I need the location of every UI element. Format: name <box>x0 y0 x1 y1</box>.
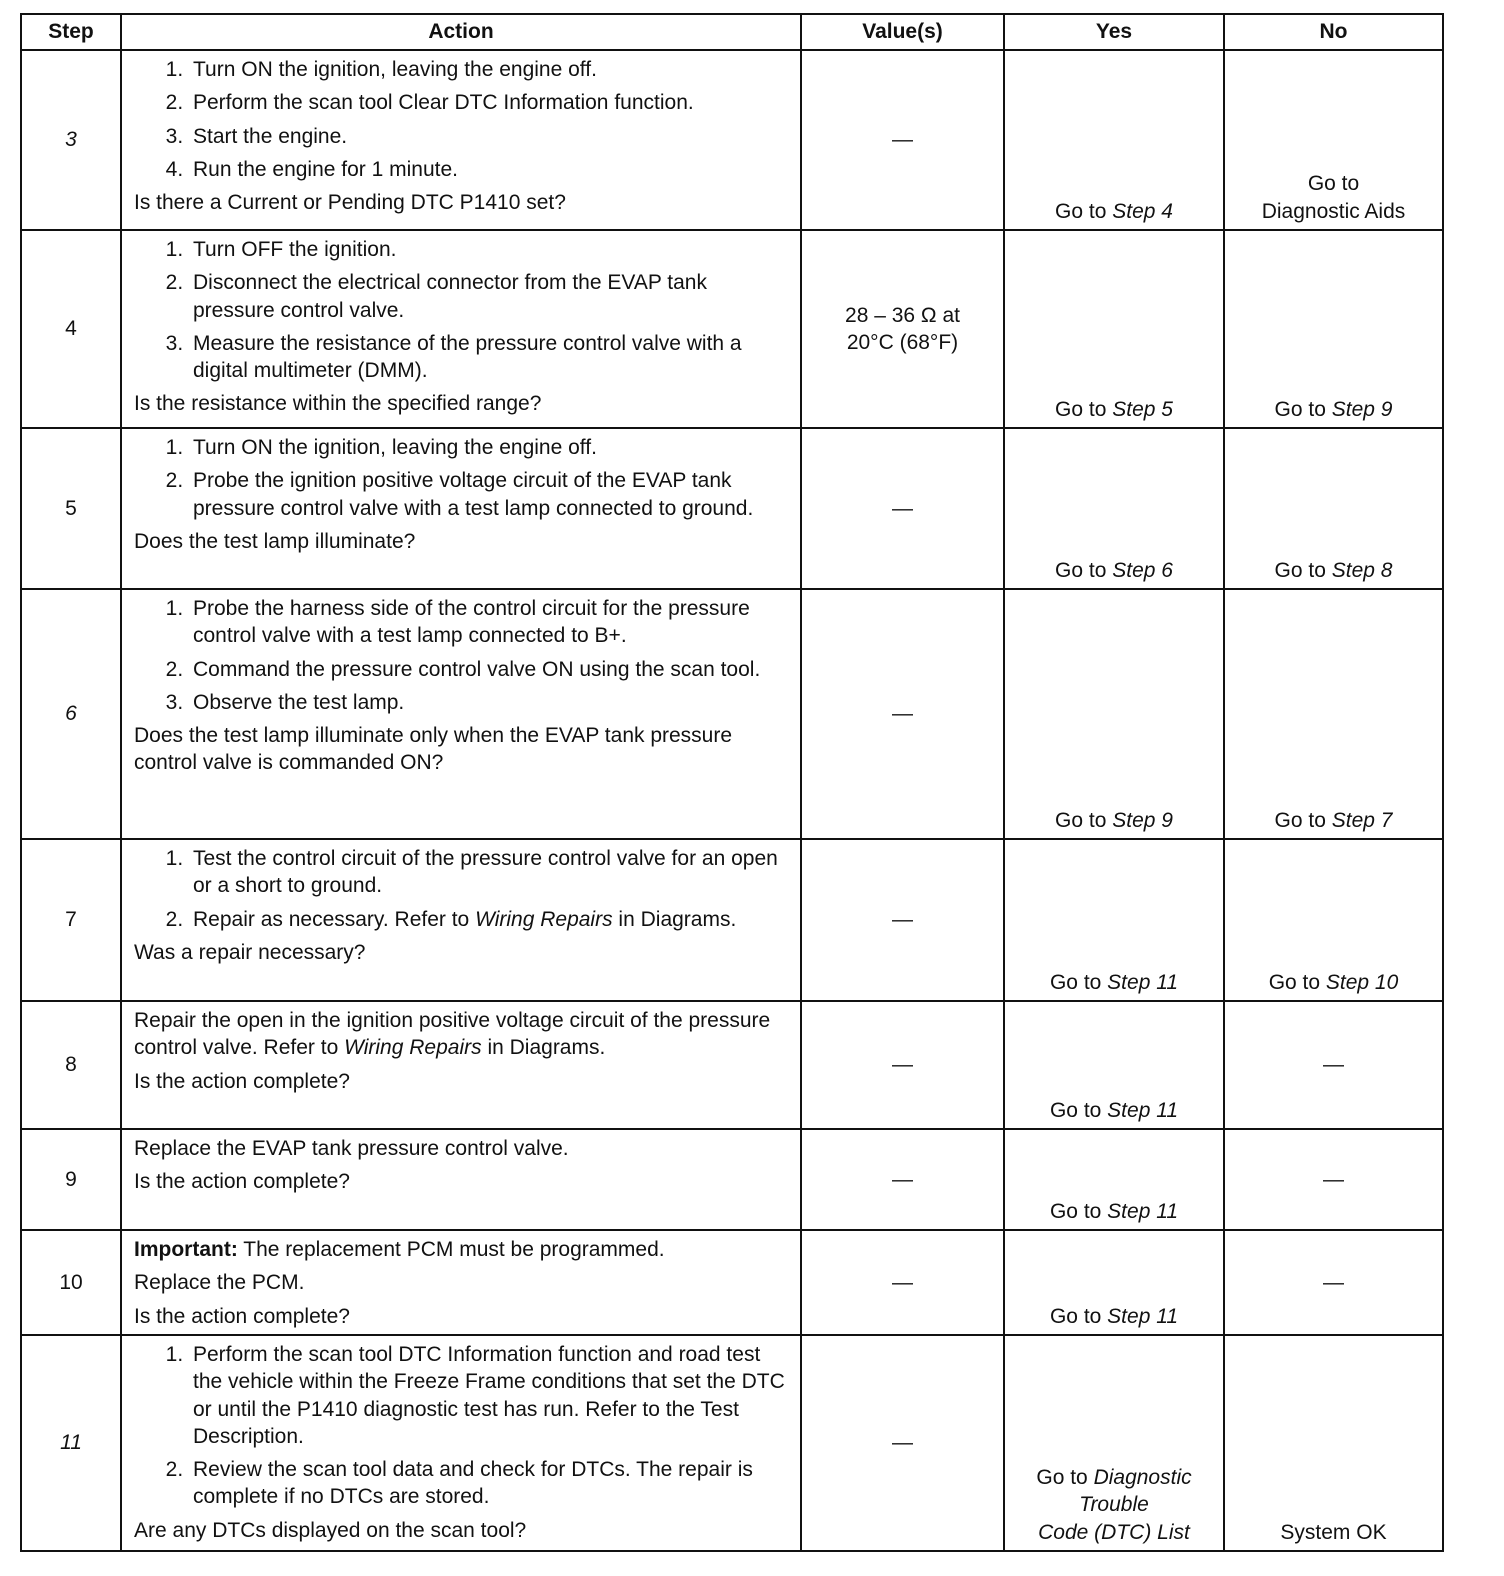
table-row <box>21 839 1443 1001</box>
table-row <box>21 1001 1443 1129</box>
action-cell <box>121 230 801 428</box>
action-item <box>189 906 790 933</box>
header-no: No <box>1224 14 1443 50</box>
step-number: 8 <box>21 1001 121 1129</box>
table-row <box>21 50 1443 230</box>
table-row <box>21 1129 1443 1230</box>
yes-step-link[interactable]: Step 5 <box>1112 397 1173 421</box>
no-prefix: Go to <box>1274 808 1332 832</box>
action-item: 1. Turn ON the ignition, leaving the engine off. <box>189 56 790 83</box>
table-row <box>21 1335 1443 1551</box>
yes-step-link[interactable]: Step 4 <box>1112 199 1173 223</box>
action-item: 1. Perform the scan tool DTC Information function and road test the vehicle within the Freeze Frame conditions that set the DTC or until the P1410 diagnostic test has run. Refer to the Test Description. <box>189 1341 790 1450</box>
no-cell <box>1224 428 1443 589</box>
diagnostic-table <box>20 13 1444 1552</box>
yes-cell <box>1004 839 1224 1001</box>
action-item: 3. Measure the resistance of the pressure control valve with a digital multimeter (DMM). <box>189 330 790 385</box>
important-note <box>134 1236 790 1263</box>
yes-cell <box>1004 428 1224 589</box>
header-value: Value(s) <box>801 14 1004 50</box>
yes-prefix: Go to <box>1036 1466 1094 1490</box>
no-prefix: Go to <box>1268 970 1326 994</box>
action-item: 1. Test the control circuit of the pressure control valve for an open or a short to ground. <box>189 845 790 900</box>
dtc-list-link[interactable]: Diagnostic <box>1093 1466 1192 1490</box>
value-cell: — <box>801 589 1004 839</box>
step-number: 6 <box>21 589 121 839</box>
important-text: The replacement PCM must be programmed. <box>237 1238 665 1261</box>
action-cell <box>121 428 801 589</box>
value-line-2: 20°C (68°F) <box>846 331 959 354</box>
step-number: 9 <box>21 1129 121 1230</box>
yes-step-link[interactable]: Step 9 <box>1112 808 1173 832</box>
wiring-repairs-link[interactable]: Wiring Repairs <box>475 907 613 931</box>
no-diagnostic-aids-link[interactable]: Diagnostic Aids <box>1261 199 1406 223</box>
header-action: Action <box>121 14 801 50</box>
action-question: Is the action complete? <box>134 1170 350 1194</box>
yes-cell <box>1004 1129 1224 1230</box>
action-question: Are any DTCs displayed on the scan tool? <box>134 1518 527 1542</box>
action-cell <box>121 589 801 839</box>
action-item: 2. Perform the scan tool Clear DTC Information function. <box>189 89 790 116</box>
no-step-link[interactable]: Step 8 <box>1331 558 1393 582</box>
value-cell: — <box>801 1129 1004 1230</box>
yes-step-link[interactable]: Step 6 <box>1112 558 1173 582</box>
action-item: 3. Observe the test lamp. <box>189 689 790 716</box>
value-cell: — <box>801 50 1004 230</box>
value-cell: — <box>801 1230 1004 1335</box>
value-line-1: 28 – 36 Ω at <box>845 303 960 327</box>
yes-step-link[interactable]: Step 11 <box>1107 1304 1179 1328</box>
action-cell <box>121 50 801 230</box>
important-label: Important: <box>134 1238 238 1261</box>
step-number: 3 <box>21 50 121 230</box>
yes-step-link[interactable]: Step 11 <box>1107 970 1179 994</box>
no-step-link[interactable]: Step 7 <box>1331 808 1393 832</box>
action-item: 4. Run the engine for 1 minute. <box>189 156 790 183</box>
action-question: Was a repair necessary? <box>134 940 366 964</box>
no-step-link[interactable]: Step 10 <box>1325 970 1399 994</box>
action-question: Is the action complete? <box>134 1304 350 1328</box>
table-row <box>21 589 1443 839</box>
yes-cell <box>1004 589 1224 839</box>
value-cell: — <box>801 1001 1004 1129</box>
value-cell: — <box>801 1335 1004 1551</box>
action-question: Is the resistance within the specified range? <box>134 392 542 416</box>
yes-prefix: Go to <box>1049 1098 1108 1122</box>
yes-step-link[interactable]: Step 11 <box>1107 1098 1179 1122</box>
action-cell <box>121 1001 801 1129</box>
action-item: 2. Probe the ignition positive voltage circuit of the EVAP tank pressure control valve with a test lamp connected to ground. <box>189 467 790 522</box>
step-number: 10 <box>21 1230 121 1335</box>
step-number: 5 <box>21 428 121 589</box>
no-cell: — <box>1224 1230 1443 1335</box>
no-cell <box>1224 50 1443 230</box>
no-prefix: Go to <box>1274 397 1332 421</box>
no-cell: — <box>1224 1001 1443 1129</box>
value-cell <box>801 230 1004 428</box>
dtc-list-link-line-2[interactable]: Trouble <box>1079 1493 1149 1517</box>
header-yes: Yes <box>1004 14 1224 50</box>
table-row <box>21 428 1443 589</box>
action-text: Replace the PCM. <box>134 1271 305 1295</box>
no-cell <box>1224 839 1443 1001</box>
no-step-link[interactable]: Step 9 <box>1331 397 1393 421</box>
action-item: 2. Disconnect the electrical connector from the EVAP tank pressure control valve. <box>189 269 790 324</box>
action-text: Replace the EVAP tank pressure control valve. <box>134 1137 569 1160</box>
yes-step-link[interactable]: Step 11 <box>1107 1199 1179 1223</box>
yes-cell <box>1004 230 1224 428</box>
header-row <box>21 14 1443 50</box>
yes-cell <box>1004 50 1224 230</box>
action-item: 3. Start the engine. <box>189 123 790 150</box>
step-number: 4 <box>21 230 121 428</box>
action-question: Does the test lamp illuminate? <box>134 529 416 553</box>
action-question: Does the test lamp illuminate only when the EVAP tank pressure control valve is commanded ON? <box>134 724 733 775</box>
action-cell <box>121 1230 801 1335</box>
no-prefix: Go to <box>1274 558 1332 582</box>
step-number: 11 <box>21 1335 121 1551</box>
action-item: 2. Command the pressure control valve ON using the scan tool. <box>189 656 790 683</box>
action-text-part: Repair the open in the ignition positive voltage circuit of the pressure control valve. Refer to <box>134 1009 771 1060</box>
yes-prefix: Go to <box>1055 199 1113 223</box>
dtc-list-link-line-3[interactable]: Code (DTC) List <box>1038 1520 1190 1544</box>
no-line-1: Go to <box>1307 172 1360 196</box>
value-cell: — <box>801 839 1004 1001</box>
yes-prefix: Go to <box>1049 1304 1108 1328</box>
wiring-repairs-link[interactable]: Wiring Repairs <box>344 1036 482 1060</box>
yes-cell <box>1004 1230 1224 1335</box>
action-item: 1. Turn OFF the ignition. <box>189 236 790 263</box>
yes-cell <box>1004 1001 1224 1129</box>
yes-prefix: Go to <box>1055 397 1113 421</box>
table-row <box>21 1230 1443 1335</box>
action-question: Is the action complete? <box>134 1069 350 1093</box>
action-cell <box>121 1129 801 1230</box>
yes-prefix: Go to <box>1055 808 1113 832</box>
yes-prefix: Go to <box>1049 1199 1108 1223</box>
step-number: 7 <box>21 839 121 1001</box>
action-text: in Diagrams. <box>612 907 737 931</box>
action-cell <box>121 1335 801 1551</box>
yes-line-1 <box>1011 1464 1217 1491</box>
action-cell <box>121 839 801 1001</box>
action-text <box>134 1007 790 1062</box>
table-row <box>21 230 1443 428</box>
action-question: Is there a Current or Pending DTC P1410 set? <box>134 191 566 215</box>
action-text-part: in Diagrams. <box>481 1036 606 1060</box>
yes-prefix: Go to <box>1055 558 1113 582</box>
yes-cell <box>1004 1335 1224 1551</box>
yes-prefix: Go to <box>1049 970 1108 994</box>
no-cell <box>1224 230 1443 428</box>
action-text: Repair as necessary. Refer to <box>193 907 476 931</box>
no-cell <box>1224 589 1443 839</box>
action-item: 1. Turn ON the ignition, leaving the engine off. <box>189 434 790 461</box>
no-cell: System OK <box>1224 1335 1443 1551</box>
value-cell: — <box>801 428 1004 589</box>
no-cell: — <box>1224 1129 1443 1230</box>
action-item: 2. Review the scan tool data and check for DTCs. The repair is complete if no DTCs are stored. <box>189 1456 790 1511</box>
action-item: 1. Probe the harness side of the control circuit for the pressure control valve with a test lamp connected to B+. <box>189 595 790 650</box>
header-step: Step <box>21 14 121 50</box>
